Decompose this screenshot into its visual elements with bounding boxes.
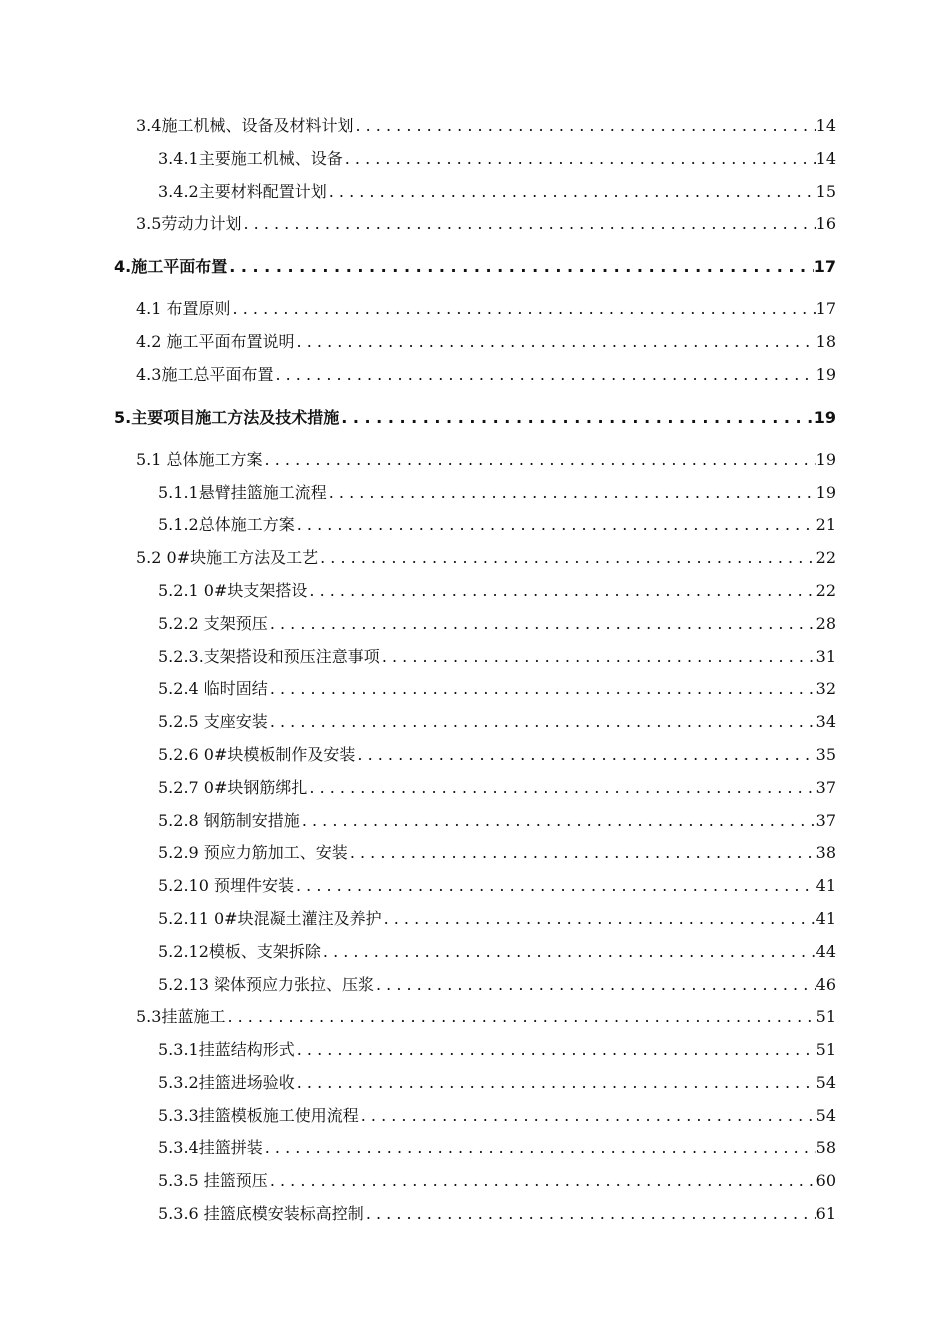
toc-entry[interactable] [0, 255, 950, 279]
dot-leader [339, 406, 814, 430]
toc-entry[interactable] [0, 406, 950, 430]
toc-page-number: 19 [815, 483, 836, 502]
toc-entry[interactable] [0, 677, 950, 701]
toc-entry[interactable] [0, 448, 950, 472]
toc-entry[interactable] [0, 297, 950, 321]
toc-page-number: 41 [815, 876, 836, 895]
toc-entry[interactable] [0, 546, 950, 570]
toc-entry[interactable] [0, 1136, 950, 1160]
toc-entry[interactable] [0, 180, 950, 204]
dot-leader [295, 1071, 816, 1095]
toc-page-number: 21 [815, 515, 836, 534]
toc-entry[interactable] [0, 330, 950, 354]
toc-label: 5.3.6 挂篮底模安装标高控制 [158, 1204, 364, 1223]
toc-page-number: 37 [815, 778, 836, 797]
toc-page-number: 46 [815, 975, 836, 994]
dot-leader [307, 776, 815, 800]
dot-leader [225, 1005, 815, 1029]
dot-leader [355, 743, 815, 767]
toc-entry[interactable] [0, 776, 950, 800]
dot-leader [268, 710, 816, 734]
dot-leader [295, 1038, 816, 1062]
dot-leader [268, 677, 816, 701]
toc-label: 3.5劳动力计划 [136, 214, 242, 233]
dot-leader [227, 255, 814, 279]
dot-leader [268, 1169, 816, 1193]
toc-entry[interactable] [0, 1169, 950, 1193]
toc-entry[interactable] [0, 645, 950, 669]
toc-page-number: 32 [815, 679, 836, 698]
toc-entry[interactable] [0, 874, 950, 898]
toc-page-number: 61 [815, 1204, 836, 1223]
toc-entry[interactable] [0, 579, 950, 603]
toc-page-number: 14 [815, 149, 836, 168]
dot-leader [343, 147, 816, 171]
dot-leader [268, 612, 816, 636]
toc-page-number: 19 [815, 450, 836, 469]
dot-leader [359, 1104, 816, 1128]
toc-page-number: 22 [815, 581, 836, 600]
toc-entry[interactable] [0, 114, 950, 138]
toc-page-number: 58 [815, 1138, 836, 1157]
toc-label: 5.2 0#块施工方法及工艺 [136, 548, 319, 567]
dot-leader [263, 1136, 816, 1160]
toc-label: 5.2.3.支架搭设和预压注意事项 [158, 647, 380, 666]
dot-leader [318, 546, 816, 570]
dot-leader [307, 579, 815, 603]
dot-leader [327, 180, 816, 204]
toc-entry[interactable] [0, 1071, 950, 1095]
dot-leader [300, 809, 816, 833]
toc-page-number: 19 [815, 365, 836, 384]
toc-page-number: 54 [815, 1073, 836, 1092]
dot-leader [348, 841, 816, 865]
toc-entry[interactable] [0, 363, 950, 387]
dot-leader [380, 645, 816, 669]
toc-label: 5.3.2挂篮进场验收 [158, 1073, 295, 1092]
toc-page-number: 17 [815, 299, 836, 318]
toc-page-number: 28 [815, 614, 836, 633]
toc-label: 5.2.8 钢筋制安措施 [158, 811, 300, 830]
toc-page-number: 51 [815, 1007, 836, 1026]
toc-label: 5.2.13 梁体预应力张拉、压浆 [158, 975, 374, 994]
toc-label: 5.1 总体施工方案 [136, 450, 263, 469]
toc-entry[interactable] [0, 481, 950, 505]
toc-entry[interactable] [0, 612, 950, 636]
toc-label: 5.2.12模板、支架拆除 [158, 942, 321, 961]
toc-label: 3.4.1主要施工机械、设备 [158, 149, 343, 168]
toc-page-number: 15 [815, 182, 836, 201]
toc-label: 5.2.6 0#块模板制作及安装 [158, 745, 356, 764]
toc-entry[interactable] [0, 1104, 950, 1128]
toc-page-number: 17 [813, 257, 836, 276]
toc-page-number: 35 [815, 745, 836, 764]
toc-label: 4.施工平面布置 [114, 257, 228, 276]
toc-label: 5.2.5 支座安装 [158, 712, 268, 731]
toc-label: 5.2.1 0#块支架搭设 [158, 581, 308, 600]
toc-entry[interactable] [0, 1038, 950, 1062]
toc-entry[interactable] [0, 1005, 950, 1029]
toc-entry[interactable] [0, 907, 950, 931]
toc-page-number: 41 [815, 909, 836, 928]
toc-label: 3.4施工机械、设备及材料计划 [136, 116, 354, 135]
toc-label: 5.2.7 0#块钢筋绑扎 [158, 778, 308, 797]
toc-label: 5.2.4 临时固结 [158, 679, 268, 698]
dot-leader [364, 1202, 816, 1226]
toc-label: 5.2.9 预应力筋加工、安装 [158, 843, 348, 862]
toc-label: 4.1 布置原则 [136, 299, 231, 318]
dot-leader [327, 481, 816, 505]
dot-leader [353, 114, 815, 138]
toc-label: 5.1.2总体施工方案 [158, 515, 295, 534]
toc-page-number: 18 [815, 332, 836, 351]
dot-leader [294, 874, 816, 898]
toc-label: 5.2.2 支架预压 [158, 614, 268, 633]
toc-page-number: 14 [815, 116, 836, 135]
toc-label: 5.1.1悬臂挂篮施工流程 [158, 483, 327, 502]
toc-label: 5.2.11 0#块混凝土灌注及养护 [158, 909, 382, 928]
dot-leader [295, 330, 816, 354]
toc-page-number: 37 [815, 811, 836, 830]
toc-page-number: 19 [813, 408, 836, 427]
toc-label: 4.2 施工平面布置说明 [136, 332, 295, 351]
toc-entry[interactable] [0, 743, 950, 767]
toc-label: 5.3挂蓝施工 [136, 1007, 226, 1026]
toc-entry[interactable] [0, 147, 950, 171]
dot-leader [231, 297, 816, 321]
dot-leader [295, 513, 816, 537]
toc-entry[interactable] [0, 841, 950, 865]
toc-page-number: 38 [815, 843, 836, 862]
toc-page-number: 60 [815, 1171, 836, 1190]
toc-entry[interactable] [0, 212, 950, 236]
toc-entry[interactable] [0, 710, 950, 734]
toc-label: 5.3.3挂篮模板施工使用流程 [158, 1106, 359, 1125]
toc-page-number: 31 [815, 647, 836, 666]
toc-label: 5.2.10 预埋件安装 [158, 876, 294, 895]
dot-leader [382, 907, 816, 931]
toc-entry[interactable] [0, 809, 950, 833]
toc-page-number: 16 [815, 214, 836, 233]
toc-page-number: 34 [815, 712, 836, 731]
toc-label: 5.主要项目施工方法及技术措施 [114, 408, 340, 427]
dot-leader [374, 973, 816, 997]
toc-label: 3.4.2主要材料配置计划 [158, 182, 327, 201]
dot-leader [241, 212, 815, 236]
toc-entry[interactable] [0, 513, 950, 537]
dot-leader [263, 448, 816, 472]
toc-label: 5.3.1挂蓝结构形式 [158, 1040, 295, 1059]
toc-page-number: 54 [815, 1106, 836, 1125]
dot-leader [321, 940, 816, 964]
toc-page-number: 51 [815, 1040, 836, 1059]
toc-page-number: 44 [815, 942, 836, 961]
toc-entry[interactable] [0, 940, 950, 964]
toc-entry[interactable] [0, 973, 950, 997]
toc-page-number: 22 [815, 548, 836, 567]
toc-label: 4.3施工总平面布置 [136, 365, 274, 384]
toc-label: 5.3.4挂篮拼装 [158, 1138, 263, 1157]
toc-entry[interactable] [0, 1202, 950, 1226]
toc-label: 5.3.5 挂篮预压 [158, 1171, 268, 1190]
dot-leader [273, 363, 815, 387]
